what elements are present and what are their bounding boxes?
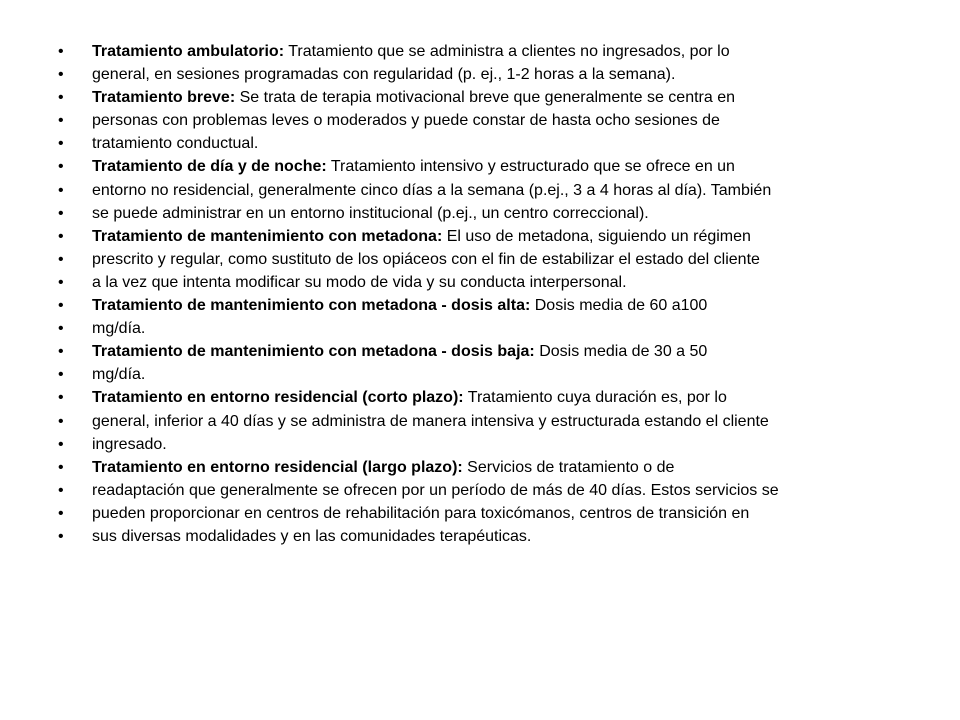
line-text: Tratamiento cuya duración es, por lo	[463, 389, 727, 407]
list-item	[58, 386, 948, 409]
bullet-icon: •	[58, 204, 64, 222]
term-label: Tratamiento de mantenimiento con metadona - dosis alta:	[92, 297, 531, 315]
line-text: Dosis media de 60 a100	[530, 297, 708, 315]
term-label: Tratamiento breve:	[92, 89, 236, 107]
term-label: Tratamiento de mantenimiento con metadona - dosis baja:	[92, 343, 535, 361]
list-item	[58, 410, 948, 433]
bullet-icon: •	[58, 366, 64, 384]
list-item	[58, 132, 948, 155]
line-text: general, en sesiones programadas con regularidad (p. ej., 1-2 horas a la semana).	[92, 66, 676, 84]
list-item	[58, 155, 948, 178]
bullet-icon: •	[58, 112, 64, 130]
list-item	[58, 433, 948, 456]
list-item	[58, 179, 948, 202]
bullet-icon: •	[58, 297, 64, 315]
term-label: Tratamiento de día y de noche:	[92, 158, 327, 176]
line-text: Se trata de terapia motivacional breve que generalmente se centra en	[235, 89, 736, 107]
line-text: Tratamiento que se administra a clientes no ingresados, por lo	[284, 43, 730, 60]
bullet-icon: •	[58, 504, 64, 522]
line-text: tratamiento conductual.	[92, 135, 259, 153]
bullet-list	[58, 40, 948, 548]
list-item	[58, 86, 948, 109]
line-text: mg/día.	[92, 320, 146, 338]
bullet-icon: •	[58, 435, 64, 453]
bullet-icon: •	[58, 181, 64, 199]
list-item	[58, 271, 948, 294]
line-text: readaptación que generalmente se ofrecen por un período de más de 40 días. Estos servicios se	[92, 481, 779, 499]
line-text: prescrito y regular, como sustituto de los opiáceos con el fin de estabilizar el estado del cliente	[92, 250, 760, 268]
line-text: mg/día.	[92, 366, 146, 384]
list-item	[58, 502, 948, 525]
bullet-icon: •	[58, 135, 64, 153]
list-item	[58, 248, 948, 271]
line-text: Servicios de tratamiento o de	[462, 458, 675, 476]
bullet-icon: •	[58, 320, 64, 338]
bullet-icon: •	[58, 89, 64, 107]
line-text: general, inferior a 40 días y se administra de manera intensiva y estructurada estando el cliente	[92, 412, 769, 430]
list-item	[58, 525, 948, 548]
line-text: se puede administrar en un entorno institucional (p.ej., un centro correccional).	[92, 204, 649, 222]
bullet-icon: •	[58, 273, 64, 291]
bullet-icon: •	[58, 158, 64, 176]
term-label: Tratamiento en entorno residencial (largo plazo):	[92, 458, 463, 476]
line-text: El uso de metadona, siguiendo un régimen	[442, 227, 751, 245]
bullet-icon: •	[58, 527, 64, 545]
line-text: entorno no residencial, generalmente cinco días a la semana (p.ej., 3 a 4 horas al día). También	[92, 181, 772, 199]
list-item	[58, 340, 948, 363]
line-text: personas con problemas leves o moderados y puede constar de hasta ocho sesiones de	[92, 112, 720, 130]
list-item	[58, 479, 948, 502]
line-text: pueden proporcionar en centros de rehabilitación para toxicómanos, centros de transición en	[92, 504, 750, 522]
bullet-icon: •	[58, 43, 64, 60]
line-text: Tratamiento intensivo y estructurado que se ofrece en un	[326, 158, 735, 176]
list-item	[58, 202, 948, 225]
bullet-icon: •	[58, 389, 64, 407]
line-text: Dosis media de 30 a 50	[534, 343, 708, 361]
bullet-icon: •	[58, 343, 64, 361]
bullet-icon: •	[58, 250, 64, 268]
line-text: sus diversas modalidades y en las comunidades terapéuticas.	[92, 527, 532, 545]
list-item	[58, 109, 948, 132]
term-label: Tratamiento ambulatorio:	[92, 43, 285, 60]
bullet-icon: •	[58, 458, 64, 476]
term-label: Tratamiento en entorno residencial (corto plazo):	[92, 389, 464, 407]
list-item	[58, 363, 948, 386]
list-item	[58, 63, 948, 86]
bullet-icon: •	[58, 66, 64, 84]
list-item	[58, 317, 948, 340]
line-text: a la vez que intenta modificar su modo de vida y su conducta interpersonal.	[92, 273, 627, 291]
term-label: Tratamiento de mantenimiento con metadona:	[92, 227, 443, 245]
line-text: ingresado.	[92, 435, 167, 453]
list-item	[58, 294, 948, 317]
bullet-icon: •	[58, 412, 64, 430]
bullet-icon: •	[58, 227, 64, 245]
list-item	[58, 40, 948, 63]
bullet-icon: •	[58, 481, 64, 499]
list-item	[58, 456, 948, 479]
list-item	[58, 225, 948, 248]
